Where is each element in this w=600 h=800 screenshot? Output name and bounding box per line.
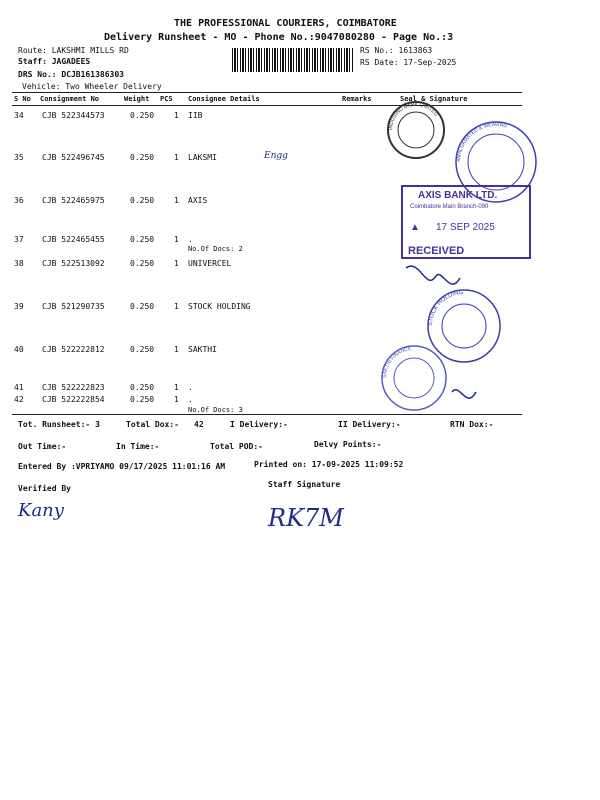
entered-by: Entered By :VPRIYAMO 09/17/2025 11:01:16 AM (18, 462, 226, 471)
seal-signature-scribble (406, 266, 460, 284)
row-consignment: CJB 522222812 (42, 345, 105, 354)
stamp-text-4: SAKTHI FINANCE (381, 346, 412, 379)
circle-stamp-stock-holding (428, 290, 500, 362)
row-pcs: 1 (174, 302, 179, 311)
axis-bank-stamp (402, 186, 530, 258)
row-consignment: CJB 522496745 (42, 153, 105, 162)
row-sno: 34 (14, 111, 24, 120)
circle-stamp-indusind (388, 102, 444, 158)
row-consignment: CJB 522222823 (42, 383, 105, 392)
row-sno: 42 (14, 395, 24, 404)
axis-branch: Coimbatore Main Branch-090 (410, 204, 489, 210)
row-consignee: . (188, 235, 193, 244)
stamp-text-1: INDUSIND BANK LIMITED (387, 101, 439, 131)
out-time: Out Time:- (18, 442, 67, 451)
row-consignee: LAKSMI (188, 153, 217, 162)
row-consignment: CJB 522344573 (42, 111, 105, 120)
row-consignee: . (188, 383, 193, 392)
row-pcs: 1 (174, 111, 179, 120)
row-consignment: CJB 522465455 (42, 235, 105, 244)
rs-number: RS No.: 1613863 (360, 46, 433, 55)
total-dox-label: Total Dox:- (126, 420, 179, 429)
row-weight: 0.250 (130, 235, 155, 244)
company-title: THE PROFESSIONAL COURIERS, COIMBATORE (174, 18, 397, 29)
row-weight: 0.250 (130, 111, 155, 120)
col-weight: Weight (124, 95, 150, 103)
handwritten-addition: Engg (264, 151, 288, 161)
col-seal: Seal & Signature (400, 95, 468, 103)
row-consignment: CJB 522513092 (42, 259, 105, 268)
seal-signature-scribble (452, 390, 476, 398)
delvy-points: Delvy Points:- (314, 440, 382, 449)
row-consignee: UNIVERCEL (188, 259, 232, 268)
stamp-text-3: STOCK HOLDING (427, 289, 464, 327)
row-pcs: 1 (174, 395, 179, 404)
axis-title: AXIS BANK LTD. (418, 190, 498, 201)
i-delivery: I Delivery:- (230, 420, 288, 429)
route-label: Route: LAKSHMI MILLS RD (18, 46, 129, 55)
row-weight: 0.250 (130, 302, 155, 311)
row-sno: 35 (14, 153, 24, 162)
row-weight: 0.250 (130, 153, 155, 162)
row-consignee: . (188, 395, 193, 404)
in-time: In Time:- (116, 442, 160, 451)
col-consignment: Consignment No (40, 95, 100, 103)
col-consignee: Consignee Details (188, 95, 260, 103)
staff-signature-label: Staff Signature (268, 480, 341, 489)
row-sno: 39 (14, 302, 24, 311)
row-consignee: AXIS (188, 196, 208, 205)
row-pcs: 1 (174, 235, 179, 244)
row-consignment: CJB 521290735 (42, 302, 105, 311)
row-pcs: 1 (174, 153, 179, 162)
printed-on: Printed on: 17-09-2025 11:09:52 (254, 460, 404, 469)
verified-by-label: Verified By (18, 484, 71, 493)
row-consignment: CJB 522465975 (42, 196, 105, 205)
vehicle-label: Vehicle: Two Wheeler Delivery (22, 82, 162, 91)
stamp-text-2: AMALGAMATED & WEAVING (455, 121, 508, 163)
total-pod: Total POD:- (210, 442, 263, 451)
staff-signature: RK7M (268, 504, 344, 532)
tot-runsheet: Tot. Runsheet:- 3 (18, 420, 100, 429)
axis-received: RECEIVED (408, 245, 465, 257)
row-pcs: 1 (174, 383, 179, 392)
svg-text:▲: ▲ (410, 222, 420, 233)
seals-area (380, 92, 540, 432)
row-sno: 38 (14, 259, 24, 268)
staff-label: Staff: JAGADEES (18, 57, 91, 66)
axis-date: 17 SEP 2025 (436, 222, 495, 233)
row-sno: 36 (14, 196, 24, 205)
row-consignee: IIB (188, 111, 203, 120)
rs-date: RS Date: 17-Sep-2025 (360, 58, 457, 67)
docs-note: No.Of Docs: 2 (188, 245, 243, 253)
col-pcs: PCS (160, 95, 173, 103)
row-weight: 0.250 (130, 259, 155, 268)
col-sno: S No (14, 95, 31, 103)
row-consignment: CJB 522222854 (42, 395, 105, 404)
total-dox-value: 42 (194, 420, 204, 429)
row-sno: 40 (14, 345, 24, 354)
row-pcs: 1 (174, 345, 179, 354)
barcode (232, 48, 354, 72)
row-sno: 37 (14, 235, 24, 244)
row-weight: 0.250 (130, 395, 155, 404)
row-pcs: 1 (174, 196, 179, 205)
row-weight: 0.250 (130, 196, 155, 205)
docs-note: No.Of Docs: 3 (188, 406, 243, 414)
drs-label: DRS No.: DCJB161386303 (18, 70, 124, 79)
row-consignee: STOCK HOLDING (188, 302, 251, 311)
row-sno: 41 (14, 383, 24, 392)
circle-stamp-sakthi (382, 346, 446, 410)
row-consignee: SAKTHI (188, 345, 217, 354)
svg-text:SAKTHI FINANCE (382, 346, 413, 378)
verified-signature: Kany (18, 500, 64, 521)
col-remarks: Remarks (342, 95, 372, 103)
svg-text:AMALGAMATED & WEAVING (456, 122, 508, 162)
row-pcs: 1 (174, 259, 179, 268)
row-weight: 0.250 (130, 383, 155, 392)
row-weight: 0.250 (130, 345, 155, 354)
rtn-dox: RTN Dox:- (450, 420, 494, 429)
ii-delivery: II Delivery:- (338, 420, 401, 429)
runsheet-subtitle: Delivery Runsheet - MO - Phone No.:9047080280 - Page No.:3 (104, 32, 454, 43)
svg-text:STOCK HOLDING (428, 290, 464, 326)
